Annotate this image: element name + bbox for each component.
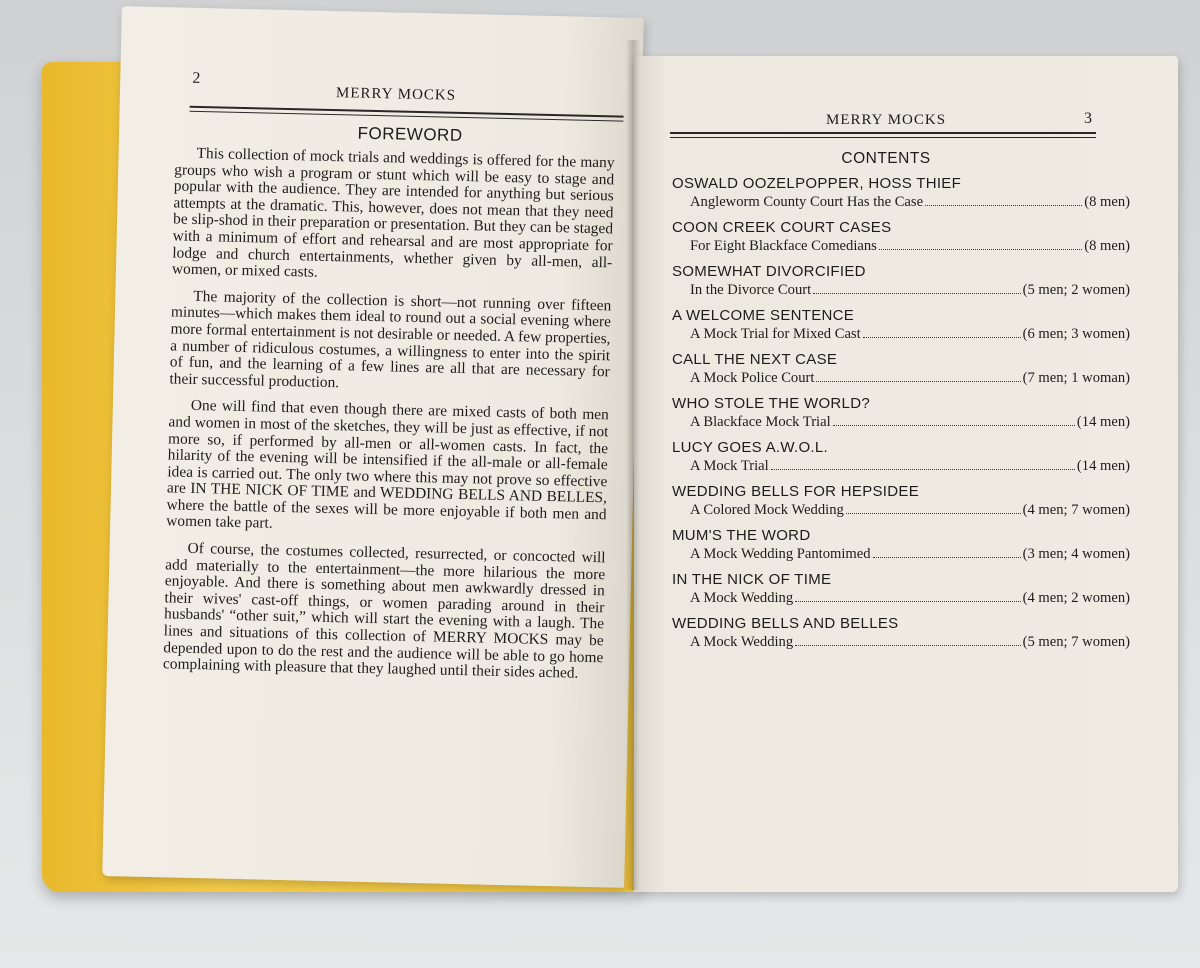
contents-entry-cast: (4 men; 2 women): [1022, 590, 1130, 606]
contents-entry-subtitle: A Mock Trial for Mixed Cast: [690, 326, 861, 342]
dot-leader: [833, 425, 1075, 426]
contents-entry-title: WHO STOLE THE WORLD?: [672, 395, 870, 412]
contents-entry-subtitle: A Colored Mock Wedding: [690, 502, 844, 518]
contents-entry-subtitle: In the Divorce Court: [690, 282, 812, 298]
contents-entry-title: A WELCOME SENTENCE: [672, 307, 855, 324]
contents-entry-title: COON CREEK COURT CASES: [672, 219, 892, 236]
contents-entry: [672, 394, 1130, 432]
contents-entry-subtitle: For Eight Blackface Comedians: [690, 238, 877, 254]
contents-entry-title: MUM'S THE WORD: [672, 527, 811, 544]
contents-entry-cast: (7 men; 1 woman): [1022, 370, 1130, 386]
contents-entry: [672, 350, 1130, 388]
contents-entry-cast: (5 men; 2 women): [1022, 282, 1130, 298]
dot-leader: [879, 249, 1082, 250]
contents-entry: [672, 306, 1130, 344]
contents-entry-cast: (14 men): [1076, 414, 1130, 430]
left-header-rule: [190, 106, 624, 118]
contents-entry-cast: (8 men): [1084, 194, 1130, 210]
contents-entry-title: LUCY GOES A.W.O.L.: [672, 439, 829, 456]
contents-entry: [672, 262, 1130, 300]
contents-entry: [672, 482, 1130, 520]
contents-entry: [672, 570, 1130, 608]
contents-entry: [672, 218, 1130, 256]
contents-entry: [672, 174, 1130, 212]
dot-leader: [771, 469, 1075, 470]
dot-leader: [873, 557, 1021, 558]
book-spine-shadow: [626, 40, 640, 890]
contents-entry-title: CALL THE NEXT CASE: [672, 351, 838, 368]
contents-list: [672, 174, 1130, 658]
dot-leader: [846, 513, 1021, 514]
contents-entry-title: SOMEWHAT DIVORCIFIED: [672, 263, 866, 280]
contents-heading: CONTENTS: [841, 150, 931, 167]
right-header-rule: [670, 132, 1096, 134]
contents-entry-cast: (5 men; 7 women): [1022, 634, 1130, 650]
contents-entry-subtitle: A Mock Trial: [690, 458, 769, 474]
left-page: [102, 6, 644, 888]
dot-leader: [925, 205, 1082, 206]
contents-entry-title: OSWALD OOZELPOPPER, HOSS THIEF: [672, 175, 962, 192]
contents-entry-subtitle: A Mock Wedding: [690, 634, 794, 650]
contents-entry-cast: (6 men; 3 women): [1022, 326, 1130, 342]
contents-entry-subtitle: A Blackface Mock Trial: [690, 414, 831, 430]
dot-leader: [795, 645, 1020, 646]
contents-entry-title: WEDDING BELLS FOR HEPSIDEE: [672, 483, 920, 500]
foreword-paragraph: The majority of the collection is short—not running over fifteen minutes—which makes them ideal to round out a social evening where more formal entertainment is not desirable or needed. A few properties, a number of ridiculous costumes, a willingness to enter into the spirit of fun, and the learning of a few lines are all that are necessary for their successful production.: [169, 287, 612, 391]
contents-entry-cast: (3 men; 4 women): [1022, 546, 1130, 562]
contents-entry: [672, 614, 1130, 652]
contents-entry-cast: (4 men; 7 women): [1022, 502, 1130, 518]
foreword-paragraph: This collection of mock trials and weddings is offered for the many groups who wish a program or stunt which will be easy to stage and popular with the audience. They are intended for anything but serious attempts at the dramatic. This, however, does not mean that they need be slip-shod in their preparation or presentation. But they can be staged with a minimum of effort and rehearsal and are most appropriate for lodge and church entertainments, whether given by all-men, all-women, or mixed casts.: [171, 144, 615, 281]
foreword-paragraph: Of course, the costumes collected, resurrected, or concocted will add materially to the entertainment—the more hilarious the more enjoyable. And there is something about men awkwardly dressed in their wives' cast-off things, or women parading around in their husbands' “other suit,” which will start the evening with a laugh. The lines and situations of this collection of MERRY MOCKS may be depended upon to do the rest and the audience will be able to go home complaining with pleasure that they laughed until their sides ached.: [162, 539, 606, 682]
contents-entry-cast: (14 men): [1076, 458, 1130, 474]
left-running-head: MERRY MOCKS: [335, 85, 457, 104]
dot-leader: [863, 337, 1021, 338]
right-page-number: 3: [1084, 110, 1092, 127]
contents-entry-subtitle: Angleworm County Court Has the Case: [690, 194, 924, 210]
contents-entry-subtitle: A Mock Police Court: [690, 370, 815, 386]
foreword-paragraph: One will find that even though there are mixed casts of both men and women in most of the sketches, they will be just as effective, if not more so, if performed by all-men or all-women casts. In fact, the hilarity of the evening will be intensified if the all-male or all-female idea is carried out. The only two where this may not prove so effective are IN THE NICK OF TIME and WEDDING BELLS AND BELLES, where the battle of the sexes will be more enjoyable if both men and women take part.: [166, 397, 609, 533]
contents-entry: [672, 526, 1130, 564]
contents-entry-title: WEDDING BELLS AND BELLES: [672, 615, 899, 632]
contents-entry: [672, 438, 1130, 476]
contents-entry-title: IN THE NICK OF TIME: [672, 571, 832, 588]
contents-entry-subtitle: A Mock Wedding: [690, 590, 794, 606]
left-page-number: 2: [192, 69, 201, 87]
foreword-heading: FOREWORD: [357, 123, 463, 145]
contents-entry-subtitle: A Mock Wedding Pantomimed: [690, 546, 871, 562]
right-running-head: MERRY MOCKS: [826, 112, 947, 128]
dot-leader: [816, 381, 1020, 382]
dot-leader: [813, 293, 1020, 294]
dot-leader: [795, 601, 1020, 602]
contents-entry-cast: (8 men): [1084, 238, 1130, 254]
foreword-body: [163, 145, 615, 693]
right-page: [634, 56, 1178, 892]
